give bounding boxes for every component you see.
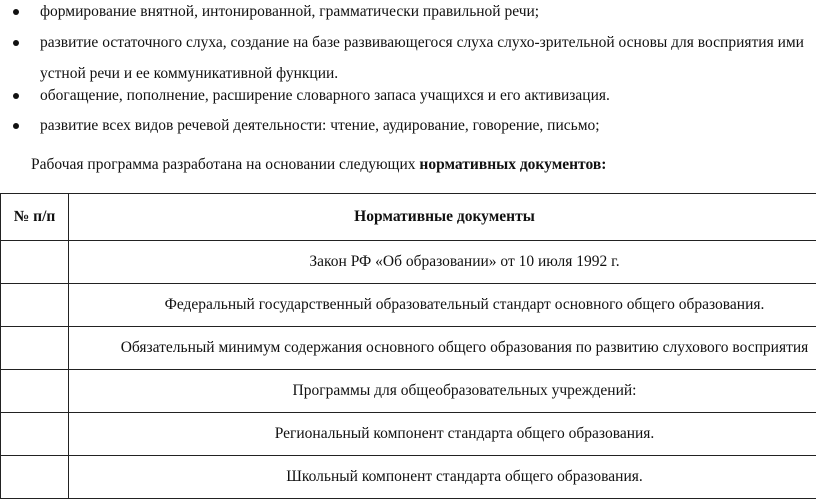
table-row [1, 327, 816, 370]
table-row [1, 370, 816, 413]
bullet-icon [13, 123, 19, 129]
bullet-text: развитие всех видов речевой деятельности: чтение, аудирование, говорение, письмо; [40, 117, 600, 134]
bullet-icon [13, 9, 19, 15]
row-number-cell [1, 284, 69, 327]
bullet-icon [13, 93, 19, 99]
document-cell: Программы для общеобразовательных учреждений: [69, 370, 816, 413]
table-row [1, 284, 816, 327]
row-number-cell [1, 413, 69, 456]
document-cell: Закон РФ «Об образовании» от 10 июля 1992 г. [69, 241, 816, 284]
table-row [1, 413, 816, 456]
bullet-text: развитие остаточного слуха, создание на базе развивающегося слуха слухо-зрительной основы для восприятия ими устной речи и ее коммуникативной функции. [40, 34, 804, 82]
document-cell: Региональный компонент стандарта общего образования. [69, 413, 816, 456]
document-cell: Обязательный минимум содержания основного общего образования по развитию слухового восприятия [69, 327, 816, 370]
intro-bold-text: нормативных документов: [419, 156, 607, 173]
bullet-text: формирование внятной, интонированной, грамматически правильной речи; [40, 3, 540, 20]
intro-text: Рабочая программа разработана на основании следующих [31, 156, 420, 173]
intro-paragraph [31, 153, 606, 177]
table-row [1, 456, 816, 499]
table-header-row [1, 194, 816, 241]
row-number-cell [1, 370, 69, 413]
table-row [1, 241, 816, 284]
document-cell: Федеральный государственный образовательный стандарт основного общего образования. [69, 284, 816, 327]
bullet-icon [13, 40, 19, 46]
documents-table [0, 193, 816, 499]
bullet-text: обогащение, пополнение, расширение словарного запаса учащихся и его активизация. [40, 87, 610, 104]
column-header-documents: Нормативные документы [69, 194, 816, 241]
row-number-cell [1, 241, 69, 284]
row-number-cell [1, 327, 69, 370]
document-cell: Школьный компонент стандарта общего образования. [69, 456, 816, 499]
row-number-cell [1, 456, 69, 499]
column-header-number: № п/п [1, 194, 69, 241]
